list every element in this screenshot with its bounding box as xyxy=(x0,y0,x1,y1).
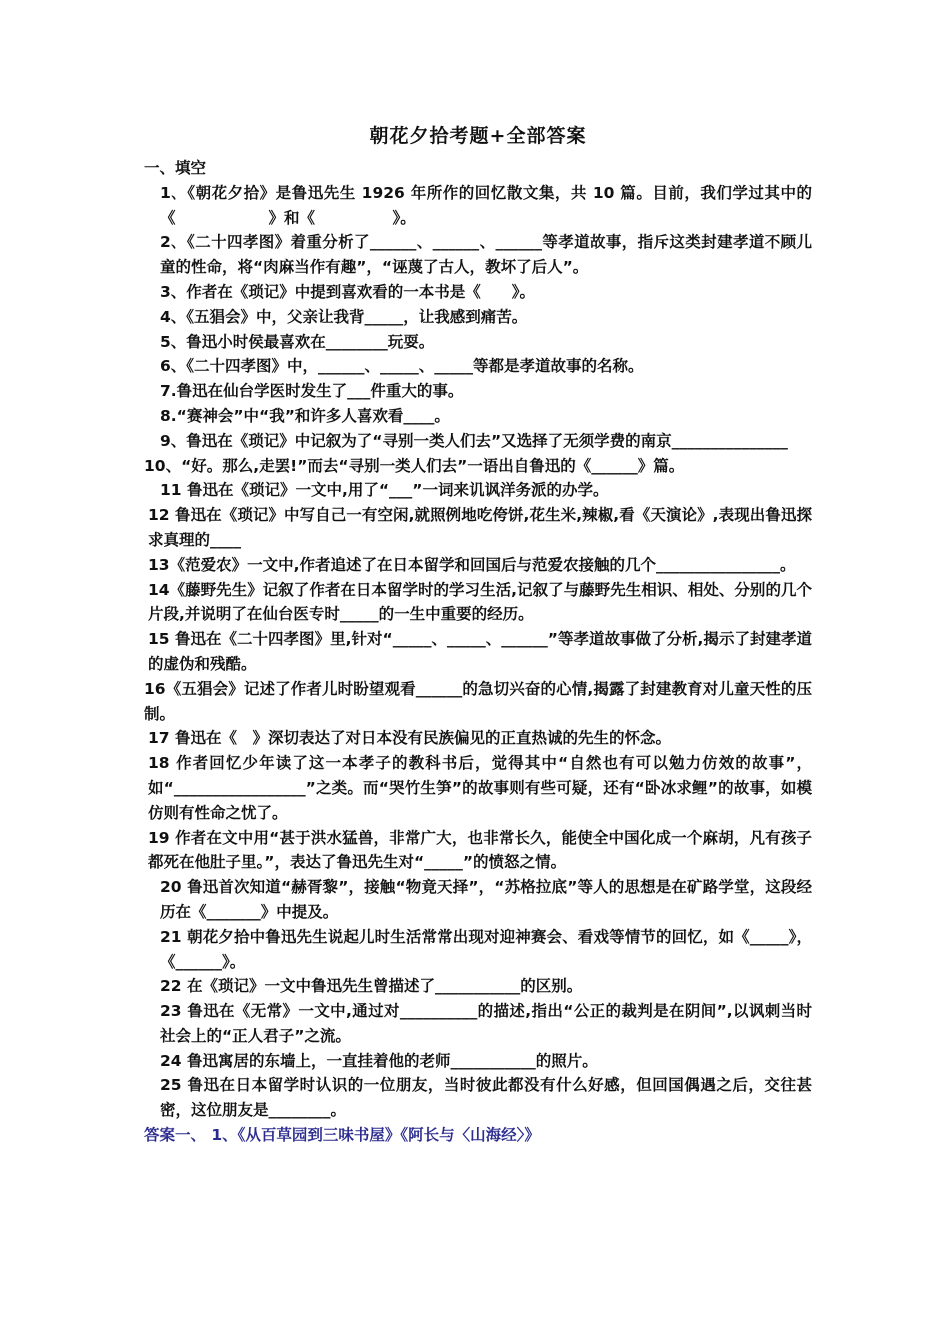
question-20: 20 鲁迅首次知道“赫胥黎”，接触“物竟天择”，“苏格拉底”等人的思想是在矿路学堂，这段经历在《_______》中提及。 xyxy=(160,878,812,921)
question-24: 24 鲁迅寓居的东墙上，一直挂着他的老师___________的照片。 xyxy=(160,1051,598,1070)
question-4: 4、《五猖会》中，父亲让我背_____，让我感到痛苦。 xyxy=(160,307,528,326)
question-19: 19 作者在文中用“甚于洪水猛兽，非常广大，也非常长久，能使全中国化成一个麻胡，凡有孩子都死在他肚子里。”，表达了鲁迅先生对“_____”的愤怒之情。 xyxy=(148,828,812,872)
question-23: 23 鲁迅在《无常》一文中,通过对__________的描述,指出“公正的裁判是在阴间”,以讽刺当时社会上的“正人君子”之流。 xyxy=(160,1002,812,1045)
question-11: 11 鲁迅在《琐记》一文中,用了“___”一词来讥讽洋务派的办学。 xyxy=(160,481,609,500)
question-14: 14《藤野先生》记叙了作者在日本留学时的学习生活,记叙了与藤野先生相识、相处、分别的几个片段,并说明了在仙台医专时_____的一生中重要的经历。 xyxy=(148,580,812,624)
question-10: 10、“好。那么,走罢!”而去“寻别一类人们去”一语出自鲁迅的《______》篇。 xyxy=(144,456,685,475)
question-9: 9、鲁迅在《琐记》中记叙为了“寻别一类人们去”又选择了无须学费的南京_______________ xyxy=(160,431,788,450)
question-3: 3、作者在《琐记》中提到喜欢看的一本书是《 》。 xyxy=(160,282,536,301)
document-page xyxy=(144,122,812,1148)
question-2: 2､《二十四孝图》着重分析了______、______、______等孝道故事，指斥这类封建孝道不顾儿童的性命，将“肉麻当作有趣”，“诬蔑了古人，教坏了后人”。 xyxy=(160,233,812,277)
question-22: 22 在《琐记》一文中鲁迅先生曾描述了___________的区别。 xyxy=(160,977,583,996)
question-18: 18 作者回忆少年读了这一本孝子的教科书后，觉得其中“自然也有可以勉力仿效的故事”，如“_________________”之类。而“哭竹生笋”的故事则有些可疑，还有“卧冰求鲤”的故事，如模仿则有性命之忧了。 xyxy=(148,754,812,822)
question-16: 16《五猖会》记述了作者儿时盼望观看______的急切兴奋的心情,揭露了封建教育对儿童天性的压制。 xyxy=(144,679,812,723)
question-21: 21 朝花夕拾中鲁迅先生说起儿时生活常常出现对迎神赛会、看戏等情节的回忆，如《_____》，《______》。 xyxy=(160,927,812,971)
question-12: 12 鲁迅在《琐记》中写自己一有空闲,就照例地吃侉饼,花生米,辣椒,看《天演论》,表现出鲁迅探求真理的____ xyxy=(148,506,812,549)
document-title: 朝花夕拾考题+全部答案 xyxy=(369,125,587,147)
question-7: 7.鲁迅在仙台学医时发生了___件重大的事。 xyxy=(160,382,464,401)
question-13: 13《范爱农》一文中,作者追述了在日本留学和回国后与范爱农接触的几个________________。 xyxy=(148,555,796,574)
question-17: 17 鲁迅在《 》深切表达了对日本没有民族偏见的正直热诚的先生的怀念。 xyxy=(148,729,671,748)
section-heading: 一、填空 xyxy=(144,159,207,177)
question-25: 25 鲁迅在日本留学时认识的一位朋友，当时彼此都没有什么好感，但回国偶遇之后，交往甚密，这位朋友是________。 xyxy=(160,1076,812,1120)
question-6: 6、《二十四孝图》中，______、_____、_____等都是孝道故事的名称。 xyxy=(160,357,644,376)
question-15: 15 鲁迅在《二十四孝图》里,针对“_____、_____、______”等孝道故事做了分析,揭示了封建孝道的虚伪和残酷。 xyxy=(148,630,812,673)
question-8: 8.“赛神会”中“我”和许多人喜欢看____。 xyxy=(160,406,450,425)
answer-line: 答案一、 1、《从百草园到三味书屋》《阿长与〈山海经〉》 xyxy=(144,1126,540,1145)
question-1: 1､《朝花夕拾》是鲁迅先生 1926 年所作的回忆散文集，共 10 篇。目前，我们学过其中的《 》和《 》。 xyxy=(160,183,812,227)
question-5: 5、鲁迅小时侯最喜欢在________玩耍。 xyxy=(160,332,435,351)
